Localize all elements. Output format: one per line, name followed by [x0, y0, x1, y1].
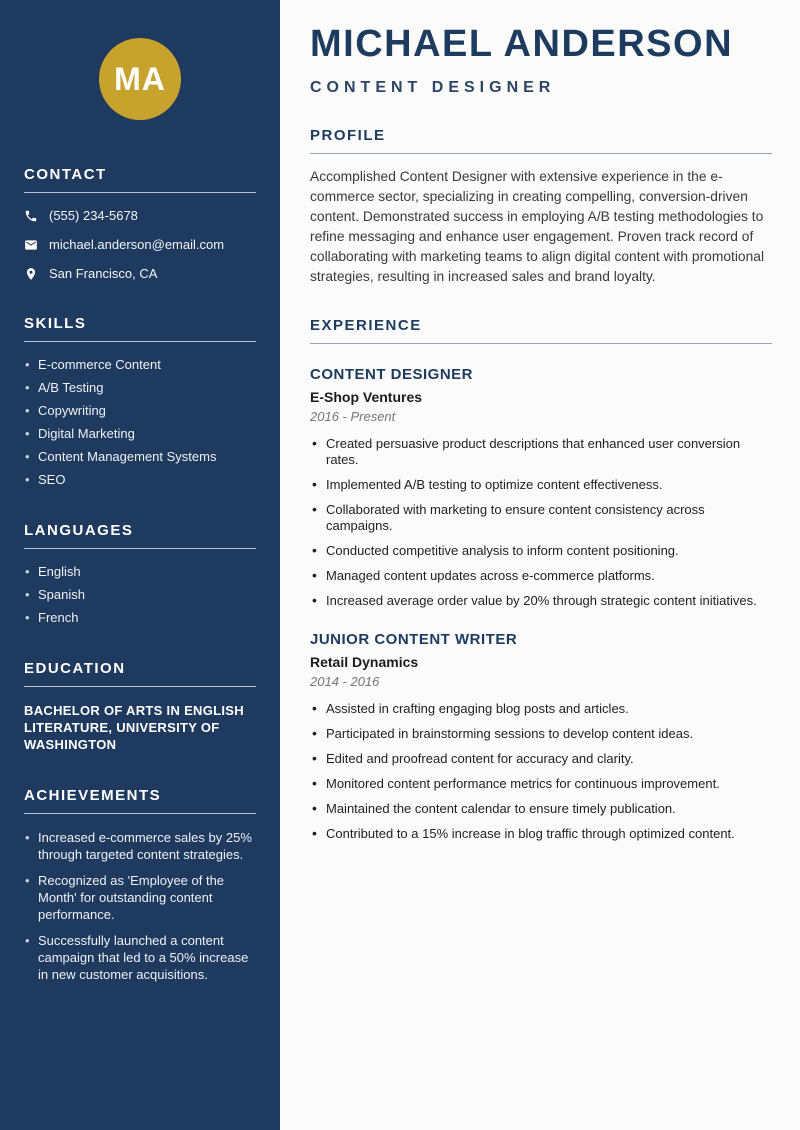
- job-dates: 2014 - 2016: [310, 673, 380, 689]
- main-content: [280, 0, 800, 1130]
- job-bullet: • Managed content updates across e-commerce platforms.: [310, 568, 772, 584]
- profile-text: Accomplished Content Designer with extensive experience in the e-commerce sector, specializing in creating compelling, conversion-driven content. Demonstrated success in employing A/B testing methodologies to refine messaging and enhance user engagement. Proven track record of collaborating with marketing teams to align digital content with promotional strategies, resulting in increased sales and brand loyalty.: [310, 168, 765, 284]
- achievements-section: [24, 787, 256, 983]
- language-item: • French: [24, 610, 256, 626]
- job-bullet: • Edited and proofread content for accuracy and clarity.: [310, 751, 772, 767]
- job-bullet: • Participated in brainstorming sessions to develop content ideas.: [310, 726, 772, 742]
- skills-list: [24, 357, 256, 488]
- language-item: • Spanish: [24, 587, 256, 603]
- experience-section: [310, 317, 772, 842]
- job-bullet-list: [310, 436, 772, 609]
- skill-item: • Digital Marketing: [24, 426, 256, 442]
- job-bullet: • Increased average order value by 20% through strategic content initiatives.: [310, 593, 772, 609]
- contact-phone-text: (555) 234-5678: [49, 208, 138, 223]
- skill-item: • E-commerce Content: [24, 357, 256, 373]
- candidate-job-title: CONTENT DESIGNER: [310, 78, 556, 96]
- skill-item: • Copywriting: [24, 403, 256, 419]
- job-role: CONTENT DESIGNER: [310, 365, 474, 383]
- skill-item: • Content Management Systems: [24, 449, 256, 465]
- email-icon: [24, 238, 38, 252]
- languages-section: [24, 522, 256, 626]
- candidate-name: MICHAEL ANDERSON: [310, 23, 734, 65]
- contact-location-text: San Francisco, CA: [49, 266, 158, 281]
- avatar-initials: MA: [114, 60, 166, 97]
- contact-email-row: [24, 237, 256, 252]
- language-item: • English: [24, 564, 256, 580]
- job-bullet: • Implemented A/B testing to optimize content effectiveness.: [310, 477, 772, 493]
- section-divider: [310, 153, 772, 154]
- job-bullet: • Collaborated with marketing to ensure content consistency across campaigns.: [310, 502, 772, 534]
- job-bullet: • Created persuasive product descriptions that enhanced user conversion rates.: [310, 436, 772, 468]
- job-dates: 2016 - Present: [310, 408, 396, 424]
- profile-section: [310, 127, 772, 287]
- location-icon: [24, 267, 38, 281]
- skill-item: • SEO: [24, 472, 256, 488]
- experience-section-title: EXPERIENCE: [310, 316, 422, 334]
- contact-location-row: [24, 266, 256, 281]
- job-bullet: • Contributed to a 15% increase in blog traffic through optimized content.: [310, 826, 772, 842]
- job-bullet-list: [310, 701, 772, 842]
- job-role: JUNIOR CONTENT WRITER: [310, 630, 518, 648]
- skills-section-title: SKILLS: [24, 315, 256, 342]
- section-divider: [310, 343, 772, 344]
- skills-section: [24, 315, 256, 488]
- experience-job: [310, 631, 772, 842]
- job-bullet: • Conducted competitive analysis to inform content positioning.: [310, 543, 772, 559]
- achievements-section-title: ACHIEVEMENTS: [24, 787, 256, 814]
- achievements-list: [24, 829, 256, 983]
- contact-email-text: michael.anderson@email.com: [49, 237, 225, 252]
- job-company: Retail Dynamics: [310, 653, 419, 670]
- education-degree: BACHELOR OF ARTS IN ENGLISH LITERATURE, UNIVERSITY OF WASHINGTON: [24, 703, 244, 752]
- profile-section-title: PROFILE: [310, 126, 386, 144]
- job-bullet: • Maintained the content calendar to ensure timely publication.: [310, 801, 772, 817]
- experience-job: [310, 366, 772, 609]
- languages-section-title: LANGUAGES: [24, 522, 256, 549]
- job-company: E-Shop Ventures: [310, 388, 423, 405]
- achievement-item: • Recognized as 'Employee of the Month' for outstanding content performance.: [24, 872, 256, 923]
- contact-section: [24, 166, 256, 281]
- phone-icon: [24, 209, 38, 223]
- contact-section-title: CONTACT: [24, 166, 256, 193]
- skill-item: • A/B Testing: [24, 380, 256, 396]
- education-section-title: EDUCATION: [24, 660, 256, 687]
- job-bullet: • Assisted in crafting engaging blog posts and articles.: [310, 701, 772, 717]
- achievement-item: • Successfully launched a content campaign that led to a 50% increase in new customer acquisitions.: [24, 932, 256, 983]
- job-bullet: • Monitored content performance metrics for continuous improvement.: [310, 776, 772, 792]
- education-section: [24, 660, 256, 753]
- contact-phone-row: [24, 208, 256, 223]
- avatar: [99, 38, 181, 120]
- sidebar: [0, 0, 280, 1130]
- languages-list: [24, 564, 256, 626]
- achievement-item: • Increased e-commerce sales by 25% through targeted content strategies.: [24, 829, 256, 863]
